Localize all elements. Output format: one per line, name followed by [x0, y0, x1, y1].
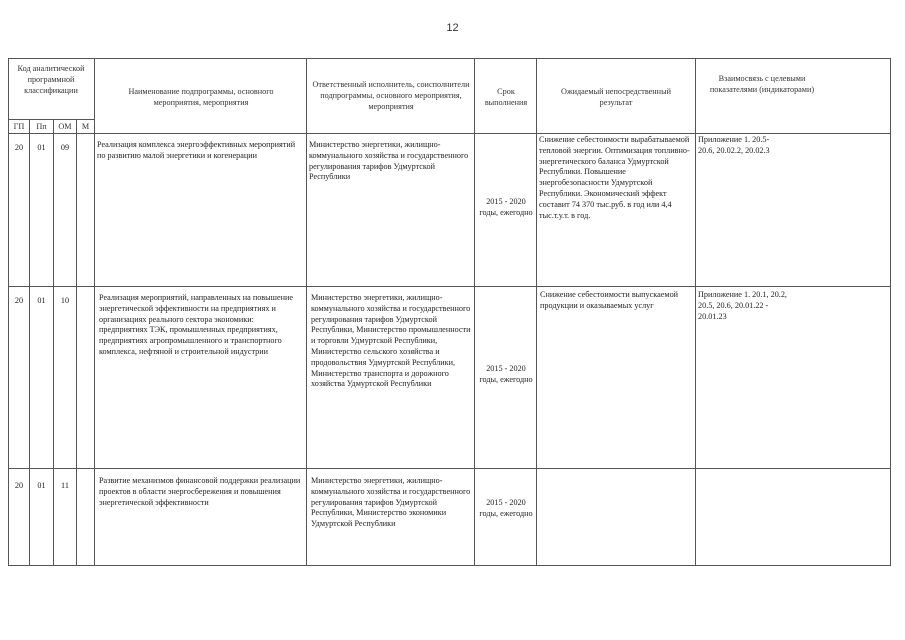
row3-executor: Министерство энергетики, жилищно-коммунального хозяйства и государственного регулирования тарифов Удмуртской Республики, Министерство экономики Удмуртской Республики — [311, 476, 471, 529]
row2-executor: Министерство энергетики, жилищно-коммунального хозяйства и государственного регулирования тарифов Удмуртской Республики, Министерство промышленности и торговли Удмуртской Республики, Министерство сельского хозяйства и продовольствия Удмуртской Республики, Министерство транспорта и дорожного хозяйства Удмуртской Республики — [311, 293, 471, 389]
row2-result: Снижение себестоимости выпускаемой продукции и оказываемых услуг — [540, 290, 679, 310]
row3-gp: 20 — [14, 481, 24, 490]
row3-term: 2015 - 2020 годы, ежегодно — [479, 498, 533, 518]
col-divider-code-name — [94, 58, 95, 566]
col-divider-result-link — [695, 58, 696, 566]
table-border-bottom — [8, 565, 891, 566]
row2-om: 10 — [60, 296, 70, 305]
row1-term: 2015 - 2020 годы, ежегодно — [479, 197, 533, 217]
row-divider-2 — [8, 468, 891, 469]
header-executor: Ответственный исполнитель, соисполнители подпрограммы, основного мероприятия, мероприятия — [312, 80, 470, 111]
row1-om: 09 — [60, 143, 70, 152]
col-divider-pp-om — [53, 119, 54, 566]
col-divider-om-m — [76, 119, 77, 566]
code-subheader-divider — [8, 119, 95, 120]
row2-pp: 01 — [37, 296, 46, 305]
row1-executor: Министерство энергетики, жилищно-коммунального хозяйства и государственного регулирования тарифов Удмуртской Республики — [309, 140, 469, 182]
header-om: ОМ — [58, 122, 72, 131]
header-result: Ожидаемый непосредственный результат — [561, 87, 671, 107]
page-number: 12 — [446, 22, 459, 34]
row2-gp: 20 — [14, 296, 24, 305]
row1-link: Приложение 1. 20.5-20.6, 20.02.2, 20.02.3 — [698, 135, 770, 155]
row2-term: 2015 - 2020 годы, ежегодно — [479, 364, 533, 384]
col-divider-executor-term — [474, 58, 475, 566]
header-gp: ГП — [13, 122, 25, 131]
header-bottom-border — [8, 133, 891, 134]
row1-result: Снижение себестоимости вырабатываемой тепловой энергии. Оптимизация топливно-энергетического баланса Удмуртской Республики. Повышение энергобезопасности Удмуртской Республики. Экономический эффект составит 74 370 тыс.руб. в год или 4,4 тыс.т.у.т. в год. — [539, 135, 690, 220]
row-divider-1 — [8, 286, 891, 287]
header-term: Срок выполнения — [484, 87, 528, 107]
table-border-top — [8, 58, 891, 59]
header-name: Наименование подпрограммы, основного мероприятия, мероприятия — [128, 87, 274, 107]
row1-pp: 01 — [37, 143, 46, 152]
row2-link: Приложение 1. 20.1, 20.2, 20.5, 20.6, 20.01.22 - 20.01.23 — [698, 290, 787, 321]
col-divider-gp-pp — [29, 119, 30, 566]
header-m: М — [81, 122, 90, 131]
row2-name: Реализация мероприятий, направленных на повышение энергетической эффективности на предприятиях и организациях реального сектора экономики: предприятиях ТЭК, промышленных предприятиях, предприятиях агропромышленного и транспортного комплекса, нефтяной и строительной индустрии — [99, 293, 293, 356]
row3-pp: 01 — [37, 481, 46, 490]
col-divider-name-executor — [306, 58, 307, 566]
row3-om: 11 — [61, 481, 69, 490]
header-pp: Пп — [36, 122, 47, 131]
row1-name: Реализация комплекса энергоэффективных мероприятий по развитию малой энергетики и когенерации — [97, 140, 296, 160]
col-divider-term-result — [536, 58, 537, 566]
row1-gp: 20 — [14, 143, 24, 152]
header-classification: Код аналитической программной классификации — [17, 64, 85, 95]
table-border-right — [890, 58, 891, 566]
row3-name: Развитие механизмов финансовой поддержки реализации проектов в области энергосбережения и повышения энергетической эффективности — [99, 476, 301, 507]
header-link: Взаимосвязь с целевыми показателями (индикаторами) — [709, 74, 815, 94]
